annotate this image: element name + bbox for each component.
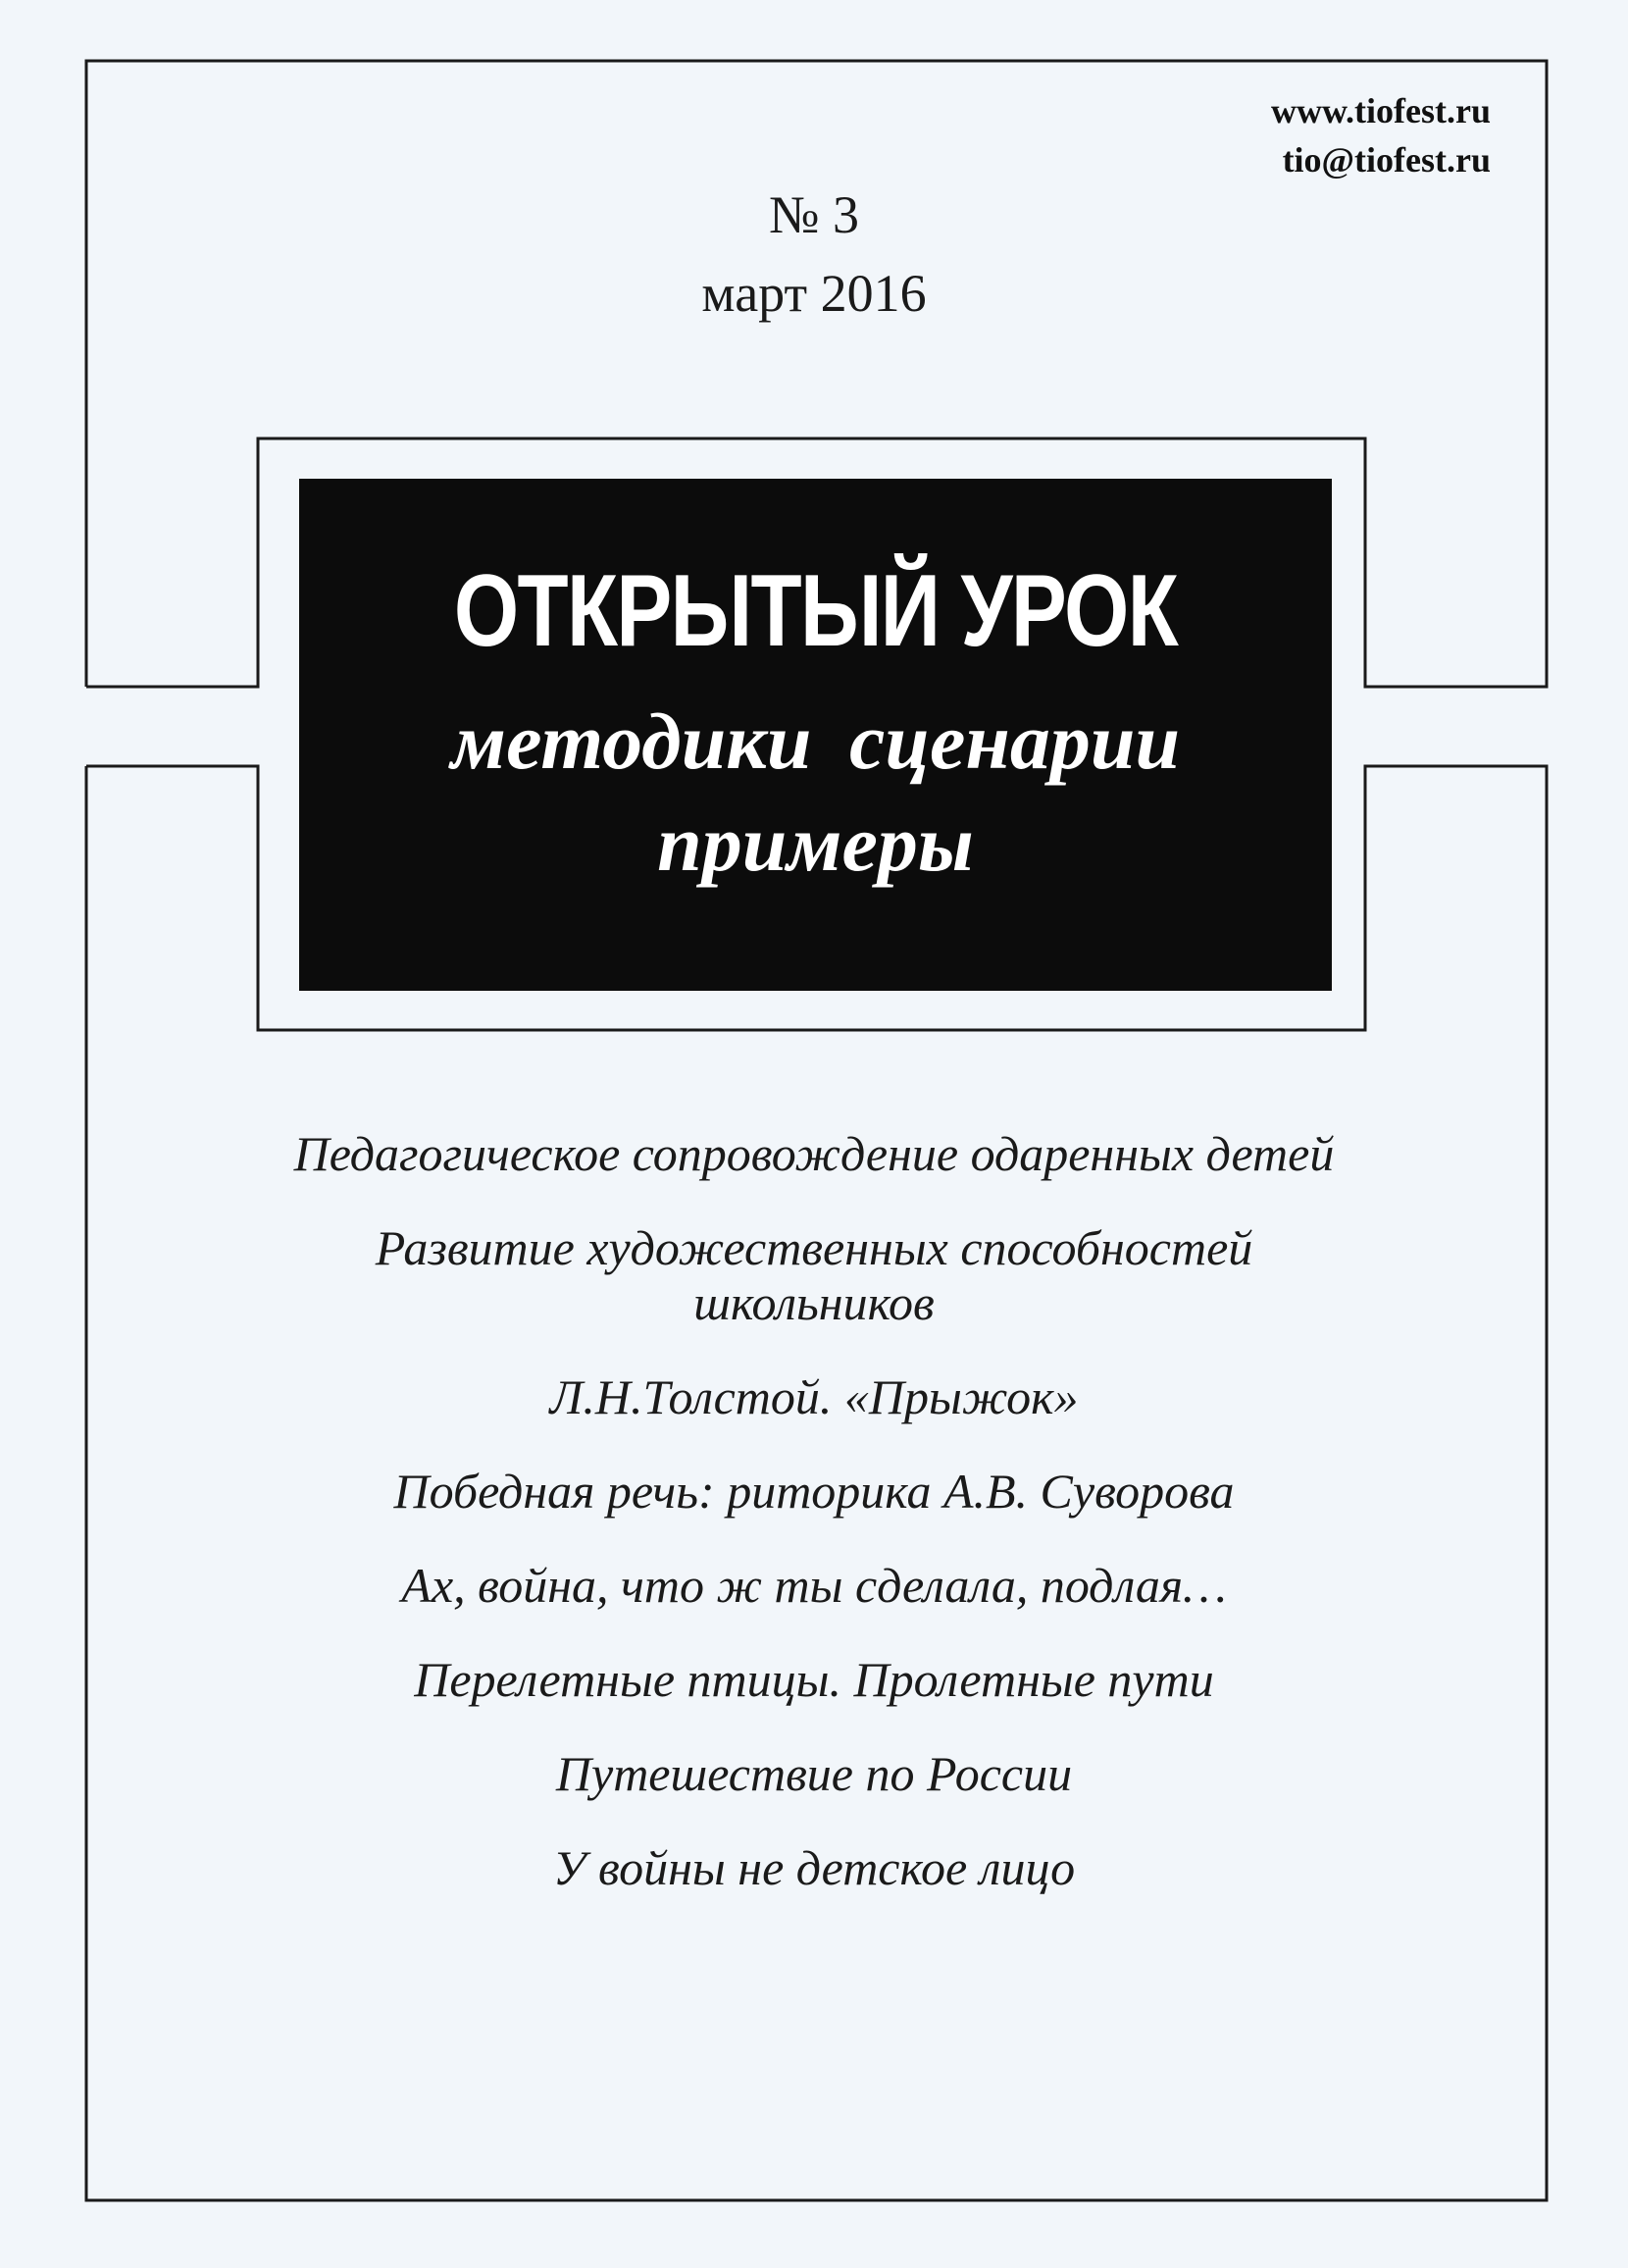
article-line: Ах, война, что ж ты сделала, подлая… xyxy=(401,1558,1227,1613)
contacts-block xyxy=(1271,86,1491,184)
article-line: Л.Н.Толстой. «Прыжок» xyxy=(549,1369,1079,1424)
articles-list xyxy=(0,1126,1628,1934)
article-title xyxy=(275,1746,1353,1801)
issue-date: март 2016 xyxy=(701,264,927,323)
article-line: школьников xyxy=(693,1275,935,1330)
article-title xyxy=(275,1369,1353,1424)
email-link[interactable]: tio@tiofest.ru xyxy=(1282,140,1491,180)
article-title xyxy=(275,1840,1353,1895)
article-title xyxy=(275,1220,1353,1330)
title-box xyxy=(299,479,1332,991)
article-title xyxy=(275,1652,1353,1707)
article-line: Победная речь: риторика А.В. Суворова xyxy=(393,1464,1235,1519)
article-title xyxy=(275,1126,1353,1181)
journal-subtitle-line1: методики сценарии xyxy=(450,696,1181,786)
journal-title: ОТКРЫТЫЙ УРОК xyxy=(453,554,1178,668)
article-line: У войны не детское лицо xyxy=(552,1840,1076,1895)
website-link[interactable]: www.tiofest.ru xyxy=(1271,91,1491,130)
article-line: Путешествие по России xyxy=(555,1746,1073,1801)
journal-subtitle-line2: примеры xyxy=(657,799,974,888)
article-title xyxy=(275,1558,1353,1613)
article-line: Педагогическое сопровождение одаренных детей xyxy=(293,1126,1335,1181)
article-title xyxy=(275,1464,1353,1519)
issue-number: № 3 xyxy=(768,185,860,244)
article-line: Перелетные птицы. Пролетные пути xyxy=(414,1652,1214,1707)
article-line: Развитие художественных способностей xyxy=(375,1220,1253,1275)
